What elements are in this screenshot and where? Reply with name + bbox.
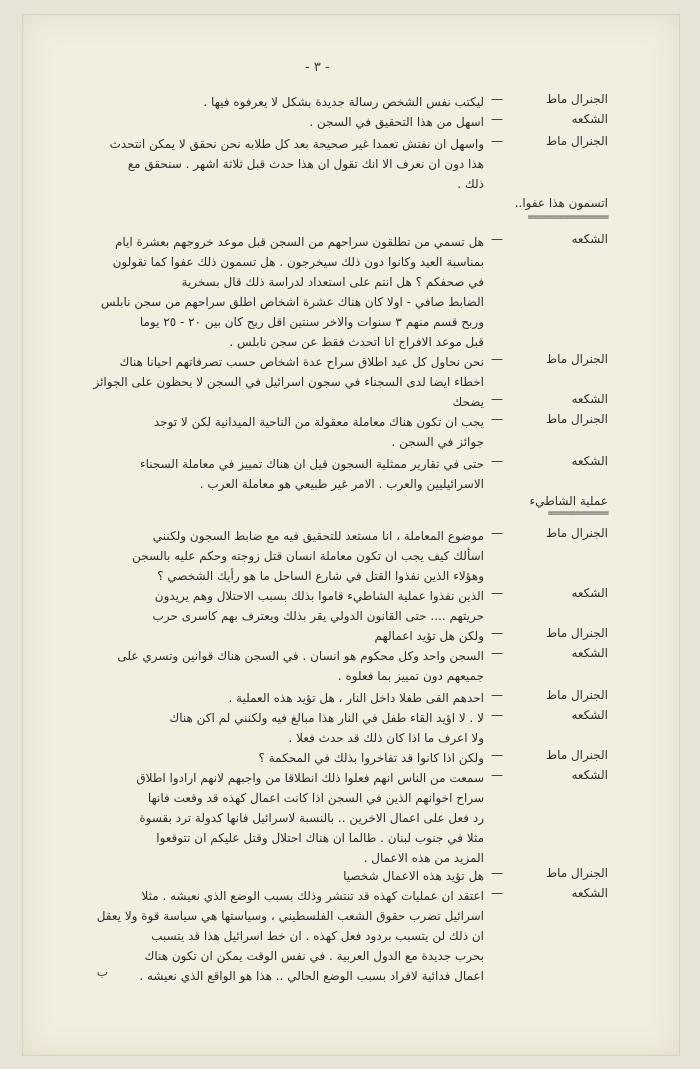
dialogue-text: [60, 626, 484, 646]
speaker-name: الجنرال ماط: [545, 134, 608, 148]
text-line: جوائز في السجن .: [391, 435, 484, 449]
speaker-name: الجنرال ماط: [545, 412, 608, 426]
text-line: ولكن هل تؤيد اعمالهم: [374, 629, 484, 643]
text-line: اخطاء ايضا لدى السجناء في سجون اسرائيل في السجن لا يحظون على الجوائز: [93, 375, 484, 389]
text-line: قبل موعد الافراج انا اتحدث فقط عن سجن نابلس .: [229, 335, 484, 349]
text-line: في صحفكم ؟ هل انتم على استعداد لدراسة ذلك قال بسخرية: [181, 275, 484, 289]
dash-separator: —: [491, 92, 503, 106]
text-line: المزيد من هذه الاعمال .: [363, 851, 484, 865]
text-line: الذين نفذوا عملية الشاطيء قاموا بذلك بسبب الاحتلال وهم يريدون: [154, 589, 484, 603]
text-line: وهؤلاء الذين نفذوا القتل في شارع الساحل ما هو رأيك الشخصي ؟: [157, 569, 484, 583]
text-line: هل تؤيد هذه الاعمال شخصيا: [343, 869, 484, 883]
dash-separator: —: [491, 688, 503, 702]
text-line: هذا دون ان نعرف الا انك تقول ان هذا حدث قبل ثلاثة اشهر . سنحقق مع: [127, 157, 484, 171]
text-line: حريتهم .... حتى القانون الدولي يقر بذلك ويعترف بهم كاسرى حرب: [152, 609, 484, 623]
text-line: الضابط صافي - اولا كان هناك عشرة اشخاص اطلق سراحهم من سجن نابلس: [100, 295, 484, 309]
dash-separator: —: [491, 392, 503, 406]
text-line: يضحك: [452, 395, 484, 409]
speaker-name: الجنرال ماط: [545, 352, 608, 366]
text-line: ان ذلك لن يتسبب بردود فعل كهذه . ان خط اسرائيل هذا قد يتسبب: [151, 929, 484, 943]
text-line: موضوع المعاملة ، انا مستعد للتحقيق فيه مع ضابط السجون ولكنني: [152, 529, 484, 543]
dash-separator: —: [491, 112, 503, 126]
section-heading: اتسمون هذا عفوا..: [514, 196, 608, 210]
text-line: يجب ان تكون هناك معاملة معقولة من الناحية الميدانية لكن لا توجد: [153, 415, 484, 429]
speaker-name: الشكعه: [571, 886, 608, 900]
dialogue-text: [60, 412, 484, 452]
text-line: ذلك .: [457, 177, 484, 191]
text-line: اسألك كيف يجب ان تكون معاملة انسان قتل زوجته وحكم عليه بالسجن: [132, 549, 484, 563]
dialogue-text: [60, 392, 484, 412]
speaker-name: الشكعه: [571, 232, 608, 246]
dialogue-text: [60, 134, 484, 194]
text-line: جميعهم دون تمييز بما فعلوه .: [337, 669, 484, 683]
text-line: اسرائيل تضرب حقوق الشعب الفلسطيني ، وسياستها هي سياسة قوة ولا يعقل: [96, 909, 484, 923]
dash-separator: —: [491, 708, 503, 722]
speaker-name: الجنرال ماط: [545, 866, 608, 880]
page-number: - ٣ -: [305, 60, 330, 75]
text-line: ليكتب نفس الشخص رسالة جديدة بشكل لا يعرفوه فيها .: [203, 95, 484, 109]
dialogue-text: [60, 586, 484, 626]
text-line: السجن واحد وكل محكوم هو انسان . في السجن هناك قوانين وتسري على: [117, 649, 484, 663]
dialogue-text: [60, 92, 484, 112]
dialogue-text: [60, 646, 484, 686]
dash-separator: —: [491, 646, 503, 660]
dash-separator: —: [491, 586, 503, 600]
dialogue-text: [60, 688, 484, 708]
dash-separator: —: [491, 232, 503, 246]
margin-letter: ب: [96, 965, 108, 979]
speaker-name: الجنرال ماط: [545, 92, 608, 106]
dash-separator: —: [491, 454, 503, 468]
speaker-name: الشكعه: [571, 392, 608, 406]
speaker-name: الشكعه: [571, 708, 608, 722]
text-line: احدهم القى طفلا داخل النار ، هل تؤيد هذه العملية .: [228, 691, 484, 705]
dialogue-text: [60, 708, 484, 748]
text-line: وربح قسم منهم ٣ سنوات والاخر سنتين اقل ربح كان بين ٢٠ - ٢٥ يوما: [139, 315, 484, 329]
dialogue-text: [60, 454, 484, 494]
dash-separator: —: [491, 134, 503, 148]
dialogue-text: [60, 352, 484, 392]
speaker-name: الجنرال ماط: [545, 526, 608, 540]
dialogue-text: [60, 866, 484, 886]
text-line: واسهل ان نفتش تعمدا غير صحيحة بعد كل طلابه نحن نحقق لا يمكن انتحدث: [109, 137, 484, 151]
dialogue-text: [60, 886, 484, 986]
text-line: اعتقد ان عمليات كهذه قد تنتشر وذلك بسبب الوضع الذي نعيشه . مثلا: [141, 889, 484, 903]
text-line: حتى في تقارير ممثلية السجون قيل ان هناك تمييز في معاملة السجناء: [139, 457, 484, 471]
text-line: سمعت من الناس انهم فعلوا ذلك انطلاقا من واجبهم لانهم ارادوا اطلاق: [136, 771, 484, 785]
dash-separator: —: [491, 866, 503, 880]
speaker-name: الشكعه: [571, 768, 608, 782]
text-line: ولا اعرف ما اذا كان ذلك قد حدث فعلا .: [288, 731, 484, 745]
dialogue-text: [60, 748, 484, 768]
dash-separator: —: [491, 412, 503, 426]
speaker-name: الشكعه: [571, 112, 608, 126]
dash-separator: —: [491, 748, 503, 762]
dialogue-text: [60, 526, 484, 586]
section-heading: عملية الشاطيء: [529, 494, 608, 508]
heading-underline: ================: [527, 212, 608, 223]
dialogue-text: [60, 112, 484, 132]
text-line: ولكن اذا كانوا قد تفاخروا بذلك في المحكمة ؟: [258, 751, 484, 765]
dash-separator: —: [491, 526, 503, 540]
speaker-name: الجنرال ماط: [545, 626, 608, 640]
dialogue-text: [60, 768, 484, 868]
text-line: سراح اخوانهم الذين في السجن اذا كانت اعمال كهذه قد وقعت فانها: [147, 791, 484, 805]
text-line: نحن نحاول كل عيد اطلاق سراح عدة اشخاص حسب تصرفاتهم احيانا هناك: [119, 355, 484, 369]
text-line: لا . لا اؤيد القاء طفل في النار هذا مبالغ فيه ولكنني لم اكن هناك: [169, 711, 484, 725]
text-line: بحرب جديدة مع الدول العربية . في نفس الوقت يمكن ان تكون هناك: [144, 949, 484, 963]
dash-separator: —: [491, 886, 503, 900]
speaker-name: الشكعه: [571, 646, 608, 660]
speaker-name: الجنرال ماط: [545, 688, 608, 702]
dialogue-text: [60, 232, 484, 352]
text-line: مثلا في جنوب لبنان . طالما ان هناك احتلال وقتل عليكم ان تتوقعوا: [156, 831, 484, 845]
text-line: اعمال فدائية لافراد بسبب الوضع الحالي .. هذا هو الواقع الذي نعيشه .: [139, 969, 484, 983]
text-line: هل تسمي من تطلقون سراحهم من السجن قبل موعد خروجهم بعشرة ايام: [114, 235, 484, 249]
speaker-name: الجنرال ماط: [545, 748, 608, 762]
heading-underline: ============: [547, 508, 608, 519]
dash-separator: —: [491, 768, 503, 782]
speaker-name: الشكعه: [571, 586, 608, 600]
text-line: بمناسبة العيد وكانوا دون ذلك سيخرجون . هل تسمون ذلك عفوا كما تقولون: [112, 255, 484, 269]
dash-separator: —: [491, 626, 503, 640]
text-line: الاسرائيليين والعرب . الامر غير طبيعي هو معاملة العرب .: [199, 477, 484, 491]
text-line: اسهل من هذا التحقيق في السجن .: [309, 115, 484, 129]
dash-separator: —: [491, 352, 503, 366]
speaker-name: الشكعه: [571, 454, 608, 468]
text-line: رد فعل على اعمال الاخرين .. بالنسبة لاسرائيل فانها كدولة ترد بقسوة: [139, 811, 484, 825]
